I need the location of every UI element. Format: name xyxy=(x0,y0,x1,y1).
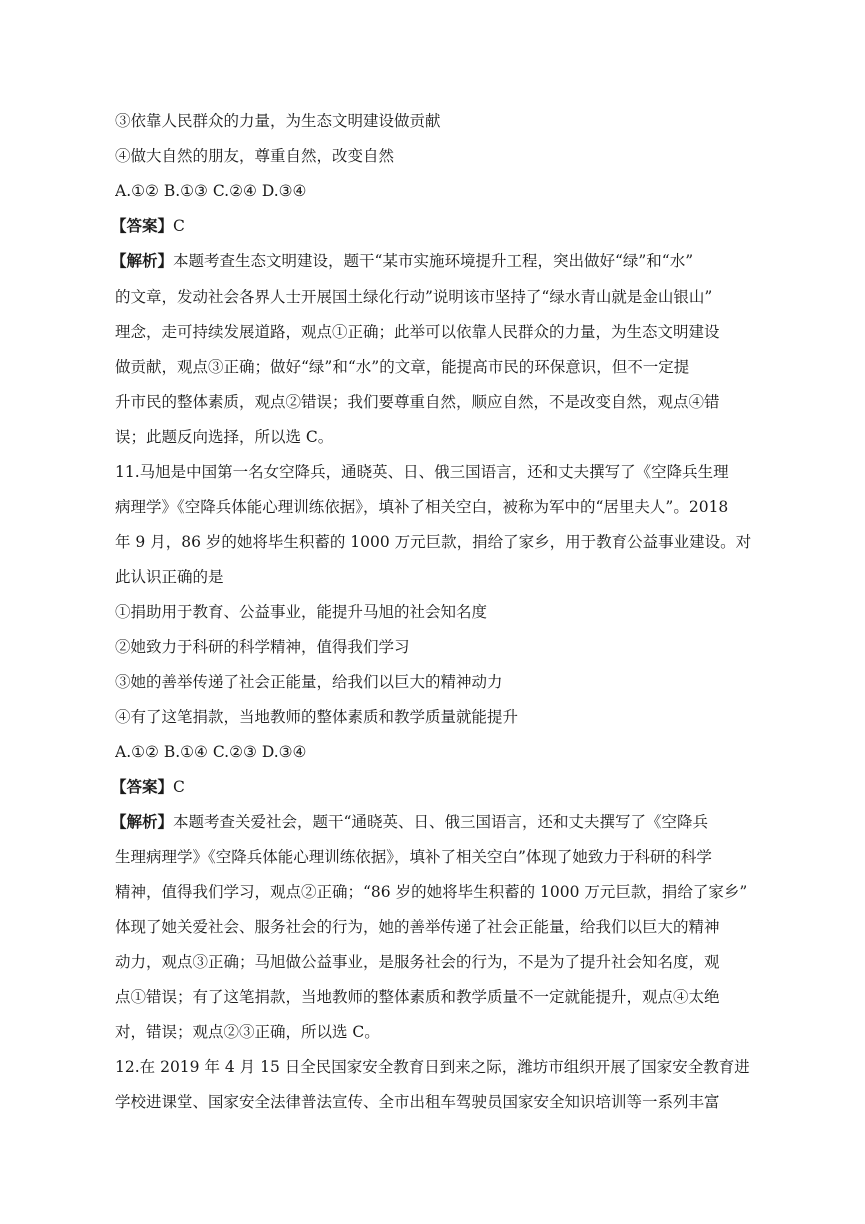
text-line: ①捐助用于教育、公益事业，能提升马旭的社会知名度 xyxy=(115,603,488,621)
analysis-text: 本题考查关爱社会，题干“通晓英、日、俄三国语言，还和丈夫撰写了《空降兵 xyxy=(173,813,708,831)
question-11-line: 11.马旭是中国第一名女空降兵，通晓英、日、俄三国语言，还和丈夫撰写了《空降兵生理 xyxy=(115,463,729,481)
text-line: ④做大自然的朋友，尊重自然，改变自然 xyxy=(115,147,395,165)
options-line: A.①② B.①③ C.②④ D.③④ xyxy=(115,182,307,200)
text-line: 点①错误；有了这笔捐款，当地教师的整体素质和教学质量不一定就能提升，观点④太绝 xyxy=(115,988,720,1006)
analysis-line xyxy=(111,812,751,834)
answer-label: 【答案】 xyxy=(111,777,174,796)
text-line: 年 9 月，86 岁的她将毕生积蓄的 1000 万元巨款，捐给了家乡，用于教育公益事业建设。对 xyxy=(115,533,752,551)
text-line: 的文章，发动社会各界人士开展国土绿化行动”说明该市坚持了“绿水青山就是金山银山” xyxy=(115,288,713,306)
text-line: ③她的善举传递了社会正能量，给我们以巨大的精神动力 xyxy=(115,673,503,691)
text-line: 做贡献，观点③正确；做好“绿”和“水”的文章，能提高市民的环保意识，但不一定提 xyxy=(115,358,690,376)
text-line: 升市民的整体素质，观点②错误；我们要尊重自然，顺应自然，不是改变自然，观点④错 xyxy=(115,393,720,411)
text-line: 此认识正确的是 xyxy=(115,568,224,586)
analysis-text: 本题考查生态文明建设，题干“某市实施环境提升工程，突出做好“绿”和“水” xyxy=(173,252,694,270)
text-line: 理念，走可持续发展道路，观点①正确；此举可以依靠人民群众的力量，为生态文明建设 xyxy=(115,323,720,341)
options-line: A.①② B.①④ C.②③ D.③④ xyxy=(115,743,307,761)
text-line: 学校进课堂、国家安全法律普法宣传、全市出租车驾驶员国家安全知识培训等一系列丰富 xyxy=(115,1093,720,1111)
answer-value: C xyxy=(173,217,185,235)
text-line: 体现了她关爱社会、服务社会的行为，她的善举传递了社会正能量，给我们以巨大的精神 xyxy=(115,918,720,936)
text-line: 动力，观点③正确；马旭做公益事业，是服务社会的行为，不是为了提升社会知名度，观 xyxy=(115,953,720,971)
text-line: 误；此题反向选择，所以选 C。 xyxy=(115,428,334,446)
text-line: 病理学》《空降兵体能心理训练依据》，填补了相关空白，被称为军中的“居里夫人”。2018 xyxy=(115,498,729,516)
analysis-label: 【解析】 xyxy=(111,812,174,831)
answer-value: C xyxy=(173,778,185,796)
text-line: ②她致力于科研的科学精神，值得我们学习 xyxy=(115,638,410,656)
analysis-line xyxy=(111,251,751,273)
question-12-line: 12.在 2019 年 4 月 15 日全民国家安全教育日到来之际，潍坊市组织开展了国家安全教育进 xyxy=(115,1058,750,1076)
answer-label: 【答案】 xyxy=(111,216,174,235)
text-line: 精神，值得我们学习，观点②正确；“86 岁的她将毕生积蓄的 1000 万元巨款，捐给了家乡” xyxy=(115,883,748,901)
analysis-label: 【解析】 xyxy=(111,251,174,270)
text-line: 对，错误；观点②③正确，所以选 C。 xyxy=(115,1023,380,1041)
text-line: ③依靠人民群众的力量，为生态文明建设做贡献 xyxy=(115,112,441,130)
answer-line xyxy=(111,216,751,238)
text-line: ④有了这笔捐款，当地教师的整体素质和教学质量就能提升 xyxy=(115,708,519,726)
text-line: 生理病理学》《空降兵体能心理训练依据》，填补了相关空白”体现了她致力于科研的科学 xyxy=(115,848,712,866)
answer-line xyxy=(111,777,751,799)
